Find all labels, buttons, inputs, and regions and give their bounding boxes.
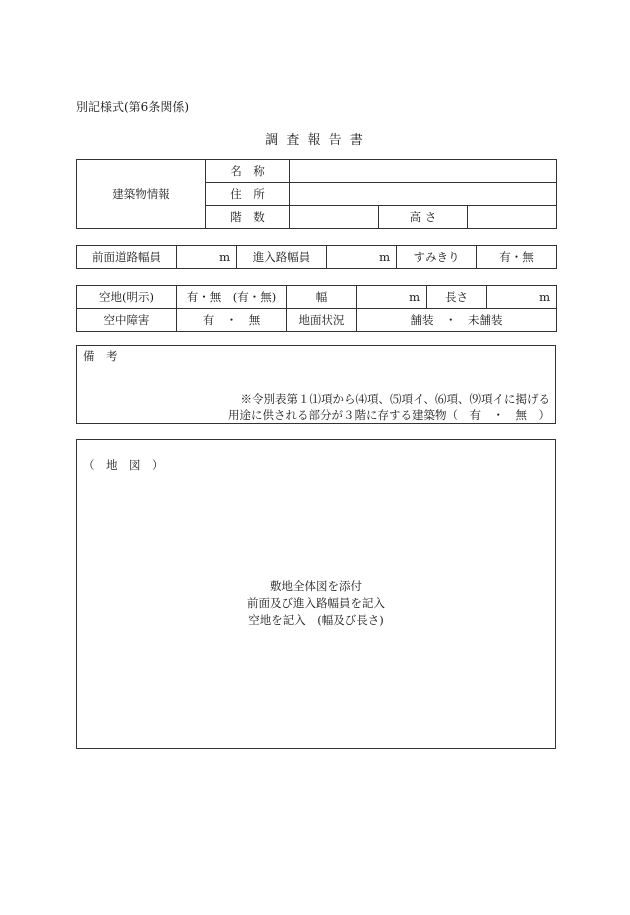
front-road-width-field[interactable] xyxy=(177,246,237,269)
building-info-table xyxy=(76,159,557,229)
aerial-obstacle-options[interactable]: 有 ・ 無 xyxy=(177,309,287,332)
front-road-width-label: 前面道路幅員 xyxy=(77,246,177,269)
height-label: 高 さ xyxy=(379,206,468,229)
front-road-width-unit: m xyxy=(219,250,230,264)
open-space-width-label: 幅 xyxy=(287,286,357,309)
floors-field[interactable] xyxy=(290,206,379,229)
access-road-width-field[interactable] xyxy=(327,246,397,269)
open-space-length-label: 長さ xyxy=(427,286,487,309)
open-space-width-field[interactable] xyxy=(357,286,427,309)
open-space-length-field[interactable] xyxy=(487,286,557,309)
access-road-width-label: 進入路幅員 xyxy=(237,246,327,269)
height-field[interactable] xyxy=(468,206,557,229)
open-space-length-unit: m xyxy=(539,290,550,304)
remarks-note-line1: ※令別表第１⑴項から⑷項、⑸項イ、⑹項、⑼項イに掲げる xyxy=(240,392,550,406)
corner-cut-label: すみきり xyxy=(397,246,477,269)
name-field[interactable] xyxy=(290,160,557,183)
ground-condition-label: 地面状況 xyxy=(287,309,357,332)
building-info-label: 建築物情報 xyxy=(77,160,206,229)
address-field[interactable] xyxy=(290,183,557,206)
remarks-note-line2: 用途に供される部分が３階に存する建築物（ 有 ・ 無 ） xyxy=(228,408,550,422)
floors-label: 階 数 xyxy=(206,206,290,229)
open-space-table xyxy=(76,285,557,332)
document-title: 調 査 報 告 書 xyxy=(265,133,365,148)
remarks-label: 備 考 xyxy=(83,349,118,363)
map-instruction-open-space: 空地を記入 (幅及び長さ) xyxy=(248,613,384,627)
open-space-options[interactable]: 有・無 (有・無) xyxy=(177,286,287,309)
ground-condition-options[interactable]: 舗装 ・ 未舗装 xyxy=(357,309,557,332)
corner-cut-options[interactable]: 有・無 xyxy=(477,246,557,269)
aerial-obstacle-label: 空中障害 xyxy=(77,309,177,332)
map-instruction-site-plan: 敷地全体図を添付 xyxy=(270,579,362,593)
remarks-box[interactable] xyxy=(76,345,556,424)
access-road-width-unit: m xyxy=(379,250,390,264)
map-label: （ 地 図 ） xyxy=(83,458,164,472)
name-label: 名 称 xyxy=(206,160,290,183)
map-box[interactable] xyxy=(76,439,556,749)
open-space-width-unit: m xyxy=(409,290,420,304)
address-label: 住 所 xyxy=(206,183,290,206)
open-space-label: 空地(明示) xyxy=(77,286,177,309)
map-instruction-road-width: 前面及び進入路幅員を記入 xyxy=(247,596,385,610)
road-width-table xyxy=(76,245,557,269)
form-reference: 別記様式(第6条関係) xyxy=(76,100,189,114)
